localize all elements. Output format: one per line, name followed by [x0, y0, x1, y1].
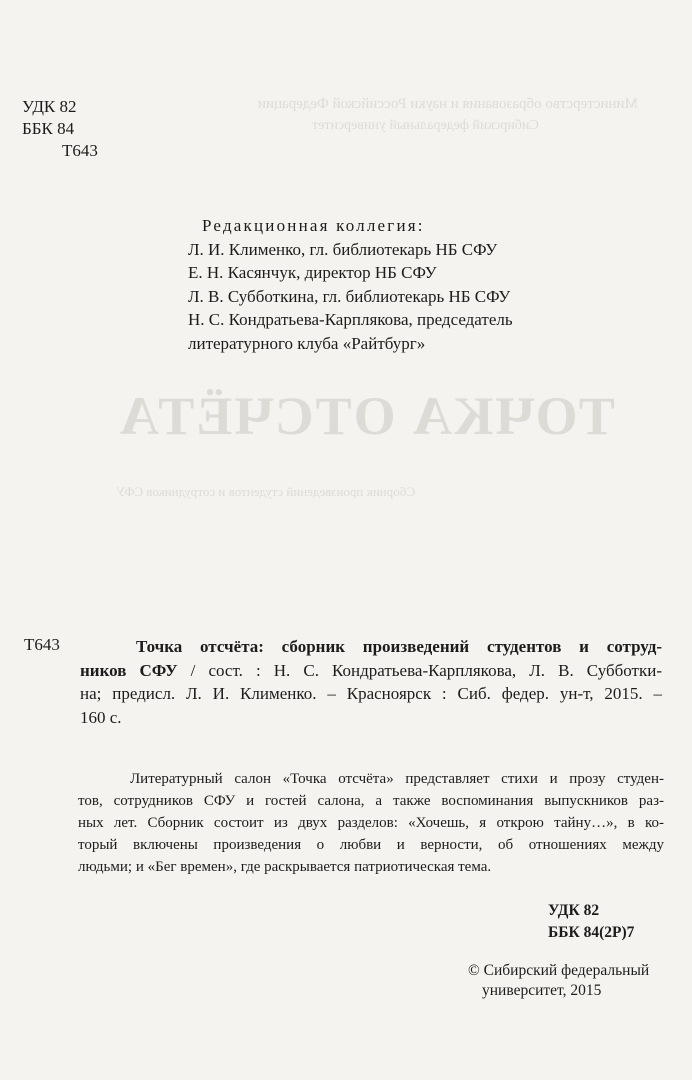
annotation-line: тов, сотрудников СФУ и гостей салона, а также воспоминания выпускников раз- [78, 793, 664, 809]
record-responsibility: / сост. : Н. С. Кондратьева-Карплякова, Л. В. Субботки- [177, 660, 662, 680]
record-title-bold: Точка отсчёта: сборник произведений студентов и сотруд- [136, 637, 662, 656]
copyright-line: © Сибирский федеральный [468, 962, 650, 979]
board-member: Е. Н. Касянчук, директор НБ СФУ [188, 263, 437, 282]
copyright-notice [468, 961, 649, 1001]
catalog-author-mark: Т643 [24, 635, 60, 654]
bibliographic-record [80, 635, 662, 729]
show-through-subtitle: Сборник произведений студентов и сотрудников СФУ [116, 484, 416, 499]
record-title [136, 635, 662, 659]
bbk-code: ББК 84 [22, 119, 75, 138]
editorial-board [188, 214, 513, 355]
show-through-university: Сибирский федеральный университет [312, 118, 539, 133]
bottom-udk: УДК 82 [548, 902, 600, 919]
record-line: на; предисл. Л. И. Клименко. – Красноярск : Сиб. федер. ун-т, 2015. – [80, 684, 662, 703]
annotation-line: ных лет. Сборник состоит из двух разделов: «Хочешь, я открою тайну…», в ко- [78, 815, 664, 831]
author-mark: Т643 [62, 141, 98, 160]
board-member: литературного клуба «Райтбург» [188, 333, 426, 353]
show-through-ministry: Министерство образования и науки Российской Федерации [258, 96, 638, 112]
board-member: Н. С. Кондратьева-Карплякова, председатель [188, 310, 513, 329]
record-line: 160 с. [80, 707, 122, 727]
annotation-line: людьми; и «Бег времен», где раскрывается патриотическая тема. [78, 859, 492, 875]
show-through-title: ТОЧКА ОТСЧЁТА [118, 386, 615, 446]
copyright-line: университет, 2015 [482, 982, 602, 999]
record-title-end: ников СФУ [80, 660, 178, 680]
classification-codes [22, 96, 98, 162]
record-line [80, 659, 662, 683]
annotation-line: Литературный салон «Точка отсчёта» представляет стихи и прозу студен- [130, 771, 664, 787]
board-member: Л. И. Клименко, гл. библиотекарь НБ СФУ [188, 239, 498, 259]
bottom-bbk: ББК 84(2Р)7 [548, 924, 635, 941]
board-member: Л. В. Субботкина, гл. библиотекарь НБ СФУ [188, 286, 511, 306]
bottom-classification [548, 900, 634, 944]
udk-code: УДК 82 [22, 97, 77, 116]
annotation-line: торый включены произведения о любви и верности, об отношениях между [78, 837, 664, 853]
annotation [78, 768, 664, 878]
editorial-board-heading: Редакционная коллегия: [202, 216, 425, 235]
